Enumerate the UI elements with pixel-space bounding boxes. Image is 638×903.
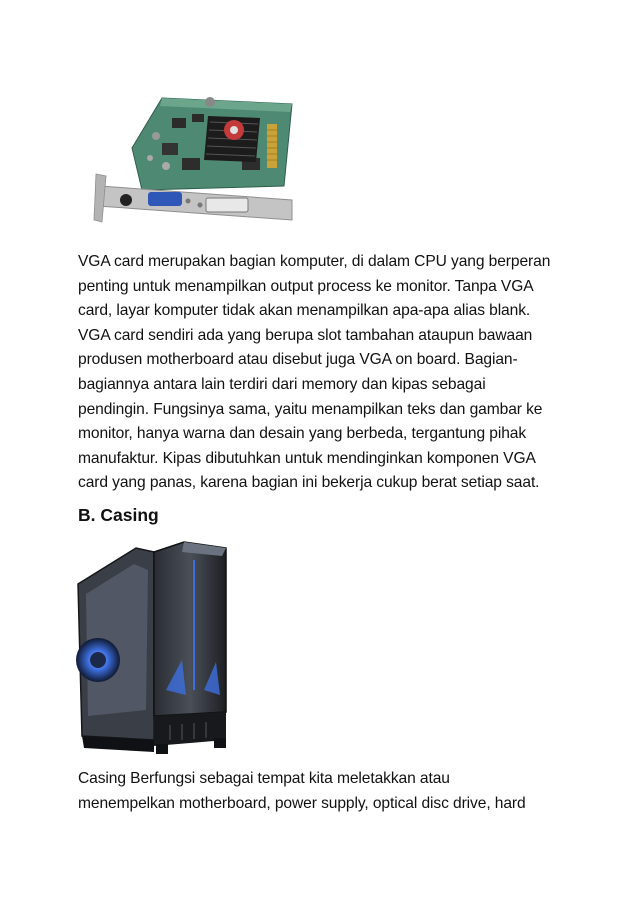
vga-line-5: produsen motherboard atau disebut juga VGA on board. Bagian- <box>78 351 518 369</box>
vga-line-6: bagiannya antara lain terdiri dari memory dan kipas sebagai <box>78 375 486 393</box>
vga-line-8: monitor, hanya warna dan desain yang berbeda, tergantung pihak <box>78 425 527 443</box>
vga-line-9: manufaktur. Kipas dibutuhkan untuk mendinginkan komponen VGA <box>78 449 536 467</box>
casing-heading: B. Casing <box>78 505 159 525</box>
vga-line-4: VGA card sendiri ada yang berupa slot tambahan ataupun bawaan <box>78 326 533 344</box>
vga-line-3: card, layar komputer tidak akan menampilkan apa-apa alias blank. <box>78 302 531 320</box>
vga-line-1: VGA card merupakan bagian komputer, di dalam CPU yang berperan <box>78 253 551 270</box>
vga-line-7: pendingin. Fungsinya sama, yaitu menampilkan teks dan gambar ke <box>78 400 543 418</box>
casing-line-2: menempelkan motherboard, power supply, optical disc drive, hard <box>78 794 526 812</box>
vga-card-image <box>92 88 302 228</box>
vga-line-2: penting untuk menampilkan output process ke monitor. Tanpa VGA <box>78 277 534 295</box>
pc-casing-image <box>74 540 234 758</box>
casing-description-paragraph <box>78 767 578 816</box>
vga-line-10: card yang panas, karena bagian ini bekerja cukup berat setiap saat. <box>78 474 540 492</box>
casing-line-1: Casing Berfungsi sebagai tempat kita meletakkan atau <box>78 770 450 787</box>
vga-description-paragraph <box>78 250 578 496</box>
